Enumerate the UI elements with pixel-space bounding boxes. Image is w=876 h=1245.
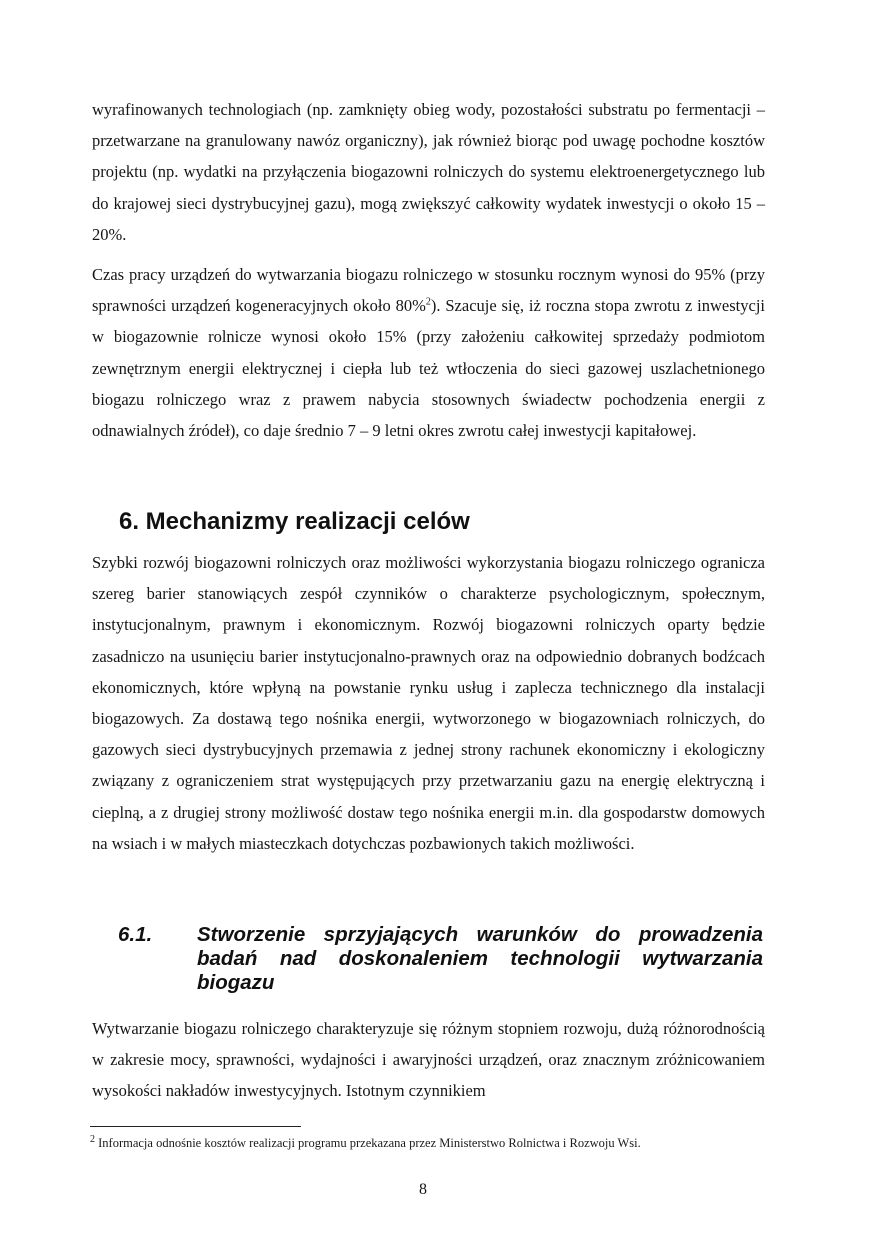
footnote-divider [90, 1126, 301, 1127]
footnote [90, 1134, 790, 1152]
paragraph-investment-costs: wyrafinowanych technologiach (np. zamknięty obieg wody, pozostałości substratu po fermentacji – przetwarzane na granulowany nawóz organiczny), jak również biorąc pod uwagę pochodne kosztów projektu (np. wydatki na przyłączenia biogazowni rolniczych do systemu elektroenergetycznego lub do krajowej sieci dystrybucyjnej gazu), mogą zwiększyć całkowity wydatek inwestycji o około 15 – 20%. [92, 100, 765, 244]
section-heading-6: 6. Mechanizmy realizacji celów [119, 508, 470, 535]
footnote-text: Informacja odnośnie kosztów realizacji programu przekazana przez Ministerstwo Rolnictwa i Rozwoju Wsi. [98, 1136, 641, 1150]
footnote-reference[interactable]: 2 [425, 296, 431, 308]
paragraph-biogas-production: Wytwarzanie biogazu rolniczego charakteryzuje się różnym stopniem rozwoju, dużą różnorodnością w zakresie mocy, sprawności, wydajności i awaryjności urządzeń, oraz znacznym zróżnicowaniem wysokości nakładów inwestycyjnych. Istotnym czynnikiem [92, 1019, 765, 1101]
paragraph-operating-time-part-1: Czas pracy urządzeń do wytwarzania biogazu rolniczego w stosunku rocznym wynosi do 95% (przy sprawności urządzeń kogeneracyjnych około 80% [92, 265, 765, 316]
footnote-marker: 2 [90, 1133, 95, 1145]
paragraph-operating-time [92, 259, 765, 446]
subsection-title-6-1: Stworzenie sprzyjających warunków do prowadzenia badań nad doskonaleniem technologii wytwarzania biogazu [197, 923, 763, 994]
subsection-number-6-1: 6.1. [118, 923, 153, 946]
paragraph-mechanisms: Szybki rozwój biogazowni rolniczych oraz możliwości wykorzystania biogazu rolniczego ogranicza szereg barier stanowiących zespół czynników o charakterze psychologicznym, społecznym, instytucjonalnym, prawnym i ekonomicznym. Rozwój biogazowni rolniczych oparty będzie zasadniczo na usunięciu barier instytucjonalno-prawnych oraz na odpowiednio dobranych bodźcach ekonomicznych, które wpłyną na powstanie rynku usług i zaplecza technicznego dla instalacji biogazowych. Za dostawą tego nośnika energii, wytworzonego w biogazowniach rolniczych, do gazowych sieci dystrybucyjnych przemawia z jednej strony rachunek ekonomiczny i ekologiczny związany z ograniczeniem strat występujących przy przetwarzaniu gazu na energię elektryczną i cieplną, a z drugiej strony możliwość dostaw tego nośnika energii m.in. dla gospodarstw domowych na wsiach i w małych miasteczkach dotychczas pozbawionych takich możliwości. [92, 553, 765, 853]
paragraph-operating-time-part-2: ). Szacuje się, iż roczna stopa zwrotu z inwestycji w biogazownie rolnicze wynosi około 15% (przy założeniu całkowitej sprzedaży podmiotom zewnętrznym energii elektrycznej i ciepła lub też wtłoczenia do sieci gazowej uszlachetnionego biogazu rolniczego wraz z prawem nabycia stosownych świadectw pochodzenia energii z odnawialnych źródeł), co daje średnio 7 – 9 letni okres zwrotu całej inwestycji kapitałowej. [92, 296, 765, 441]
page-number: 8 [419, 1181, 427, 1198]
